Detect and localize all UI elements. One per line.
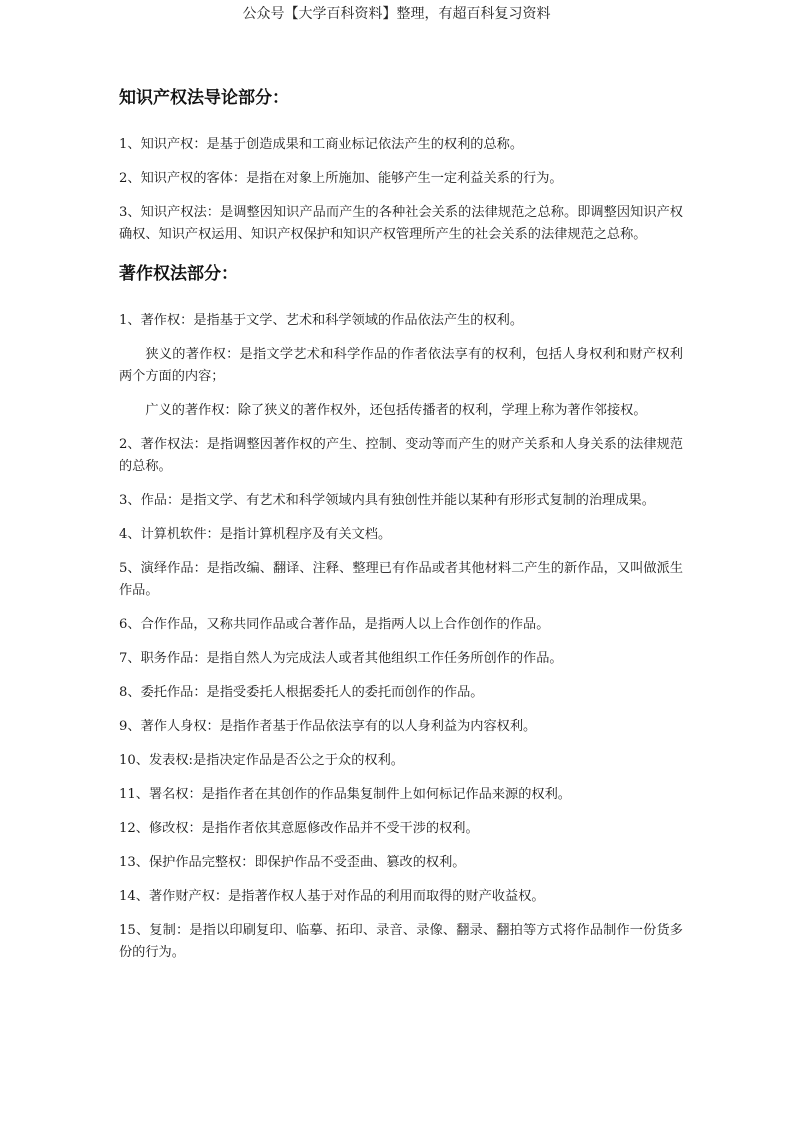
- definition-ip-object: 2、知识产权的客体：是指在对象上所施加、能够产生一定利益关系的行为。: [119, 171, 563, 186]
- definition-copyright: 1、著作权：是指基于文学、艺术和科学领域的作品依法产生的权利。: [119, 313, 524, 328]
- definition-moral-rights: 9、著作人身权：是指作者基于作品依法享有的以人身利益为内容权利。: [119, 719, 537, 734]
- definition-computer-software: 4、计算机软件：是指计算机程序及有关文档。: [119, 527, 392, 542]
- definition-copyright-law: 2、著作权法：是指调整因著作权的产生、控制、变动等而产生的财产关系和人身关系的法律规范的总称。: [119, 437, 683, 474]
- definition-right-of-integrity: 13、保护作品完整权：即保护作品不受歪曲、篡改的权利。: [119, 855, 466, 870]
- section-heading-ip-law-intro: 知识产权法导论部分：: [119, 88, 289, 108]
- definition-work: 3、作品：是指文学、有艺术和科学领域内具有独创性并能以某种有形形式复制的治理成果。: [119, 493, 655, 508]
- definition-commissioned-work: 8、委托作品：是指受委托人根据委托人的委托而创作的作品。: [119, 685, 484, 700]
- definition-right-of-authorship: 11、署名权：是指作者在其创作的作品集复制件上如何标记作品来源的权利。: [119, 787, 571, 802]
- section-heading-copyright-law: 著作权法部分：: [119, 264, 238, 284]
- definition-joint-work: 6、合作作品，又称共同作品或合著作品，是指两人以上合作创作的作品。: [119, 617, 550, 632]
- definition-ip: 1、知识产权：是基于创造成果和工商业标记依法产生的权利的总称。: [119, 137, 524, 152]
- definition-right-of-revision: 12、修改权：是指作者依其意愿修改作品并不受干涉的权利。: [119, 821, 479, 836]
- definition-economic-rights: 14、著作财产权：是指著作权人基于对作品的利用而取得的财产收益权。: [119, 889, 545, 904]
- definition-copyright-broad: 广义的著作权：除了狭义的著作权外，还包括传播者的权利，学理上称为著作邻接权。: [145, 403, 647, 418]
- definition-ip-law: 3、知识产权法：是调整因知识产品而产生的各种社会关系的法律规范之总称。即调整因知识产权确权、知识产权运用、知识产权保护和知识产权管理所产生的社会关系的法律规范之总称。: [119, 205, 683, 242]
- definition-derivative-work: 5、演绎作品：是指改编、翻译、注释、整理已有作品或者其他材料二产生的新作品，又叫做派生作品。: [119, 561, 683, 598]
- page-header: 公众号【大学百科资料】整理，有超百科复习资料: [242, 6, 551, 22]
- definition-copyright-narrow: 狭义的著作权：是指文学艺术和科学作品的作者依法享有的权利，包括人身权利和财产权利两个方面的内容；: [119, 347, 683, 384]
- definition-right-of-publication: 10、发表权:是指决定作品是否公之于众的权利。: [119, 753, 404, 768]
- definition-reproduction: 15、复制：是指以印刷复印、临摹、拓印、录音、录像、翻录、翻拍等方式将作品制作一份货多份的行为。: [119, 923, 683, 960]
- document-body: [119, 86, 683, 976]
- definition-work-for-hire: 7、职务作品：是指自然人为完成法人或者其他组织工作任务所创作的作品。: [119, 651, 563, 666]
